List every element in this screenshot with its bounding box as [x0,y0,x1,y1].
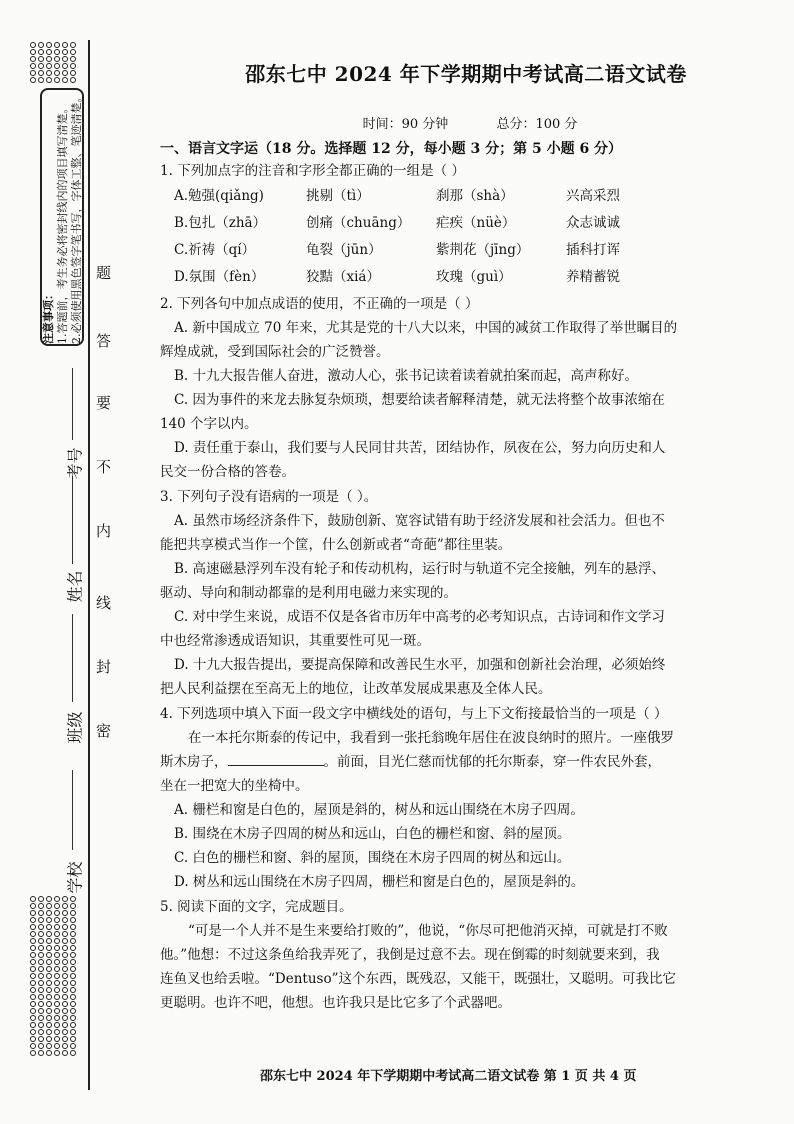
seal-char: 答 [96,332,112,350]
binding-hole [38,896,44,902]
binding-hole [38,966,44,972]
binding-hole [62,1043,68,1049]
q1-cell: 刹那（shà） [436,188,514,204]
binding-hole [62,980,68,986]
exam-meta [188,113,752,132]
binding-hole [38,1008,44,1014]
q2-option-c-cont: 140 个字以内。 [160,416,258,432]
binding-hole [30,938,36,944]
binding-hole [46,917,52,923]
binding-hole [62,959,68,965]
binding-hole [38,959,44,965]
binding-hole [38,980,44,986]
binding-hole [70,1043,76,1049]
q1-cell: D.氛围（fèn） [174,269,265,285]
q3-option-a-cont: 能把共享模式当作一个筐，什么创新或者“奇葩”都往里装。 [160,537,512,553]
binding-hole [70,987,76,993]
binding-hole [38,952,44,958]
binding-hole [62,1036,68,1042]
binding-hole [62,1008,68,1014]
binding-hole [70,77,76,83]
binding-hole [46,910,52,916]
q1-cell: 养精蓄锐 [566,269,620,285]
binding-hole [38,1022,44,1028]
binding-hole [62,966,68,972]
binding-hole [70,931,76,937]
q5-passage-line-1: “可是一个人并不是生来要给打败的”，他说，“你尽可把他消灭掉，可就是打不败 [188,923,668,939]
binding-hole [70,1036,76,1042]
binding-hole [62,973,68,979]
q2-option-d: D. 责任重于泰山，我们要与人民同甘共苦，团结协作，夙夜在公，努力向历史和人 [174,440,666,456]
binding-hole [70,1022,76,1028]
binding-hole [30,56,36,62]
binding-hole [70,1008,76,1014]
notice-line-1: 1.答题前，考生务必将密封线内的项目填写清楚。 [56,102,69,344]
seal-char: 线 [96,594,112,612]
q3-option-b-cont: 驱动、导向和制动都靠的是利用电磁力来实现的。 [160,585,457,601]
binding-hole [62,924,68,930]
binding-hole [62,1029,68,1035]
binding-hole [54,1001,60,1007]
binding-hole [70,63,76,69]
binding-hole [38,910,44,916]
q1-cell: B.包扎（zhā） [174,215,267,231]
binding-hole [62,994,68,1000]
q3-option-d: D. 十九大报告提出，要提高保障和改善民生水平，加强和创新社会治理，必须始终 [174,657,666,673]
binding-hole [54,1015,60,1021]
binding-hole [70,42,76,48]
q1-cell: 狡黠（xiá） [306,269,380,285]
exam-time: 时间：90 分钟 [362,117,449,132]
binding-hole [46,973,52,979]
binding-hole [54,903,60,909]
binding-hole [30,1001,36,1007]
binding-hole [30,924,36,930]
binding-hole [54,1022,60,1028]
binding-hole [54,938,60,944]
q1-cell: 众志诚诚 [566,215,620,231]
binding-hole [30,1036,36,1042]
binding-hole [70,896,76,902]
q1-options [160,183,752,291]
binding-hole [46,42,52,48]
binding-hole [54,896,60,902]
binding-hole [30,1008,36,1014]
binding-hole [30,63,36,69]
q3-option-a: A. 虽然市场经济条件下，鼓励创新、宽容试错有助于经济发展和社会活力。但也不 [174,513,665,529]
binding-hole [62,945,68,951]
binding-hole [62,63,68,69]
binding-hole [62,910,68,916]
q2-stem: 2. 下列各句中加点成语的使用，不正确的一项是（ ） [160,296,479,312]
binding-hole [54,1029,60,1035]
binding-hole [30,994,36,1000]
binding-hole [62,49,68,55]
seal-line-outer [88,40,90,1090]
q4-option-b: B. 围绕在木房子四周的树丛和远山，白色的栅栏和窗、斜的屋顶。 [174,826,571,842]
q4-passage-line-3: 坐在一把宽大的坐椅中。 [160,778,309,794]
binding-hole [30,903,36,909]
binding-hole [46,945,52,951]
binding-hole [46,56,52,62]
binding-hole [30,1015,36,1021]
binding-hole [70,903,76,909]
exam-score: 总分：100 分 [496,117,578,132]
binding-hole [54,70,60,76]
binding-hole [30,77,36,83]
class-field-label: 班级 [65,711,85,744]
binding-hole [62,1015,68,1021]
notice-line-2: 2.必须使用黑色签字笔书写，字体工整、笔迹清楚。 [70,91,83,344]
binding-hole [70,49,76,55]
binding-hole [38,1029,44,1035]
name-field-label: 姓名 [65,570,85,603]
binding-hole [30,966,36,972]
binding-hole [38,917,44,923]
binding-hole [38,1001,44,1007]
q1-cell: A.勉强(qiǎng) [174,188,264,204]
binding-hole [46,1001,52,1007]
school-field-line[interactable] [72,770,73,850]
q3-option-d-cont: 把人民利益摆在至高无上的地位，让改革发展成果惠及全体人民。 [160,681,552,697]
binding-hole [30,70,36,76]
binding-hole [38,56,44,62]
binding-hole [38,903,44,909]
binding-hole [38,994,44,1000]
binding-hole [46,70,52,76]
exam-no-field-label: 考号 [65,447,85,480]
binding-hole [62,938,68,944]
binding-hole [54,1008,60,1014]
seal-char: 内 [96,522,112,540]
binding-hole [38,973,44,979]
binding-hole [62,952,68,958]
binding-hole [54,42,60,48]
name-field-line[interactable] [72,476,73,564]
binding-hole [70,1050,76,1056]
q1-cell: 玫瑰（guì） [436,269,512,285]
binding-hole [46,1022,52,1028]
binding-hole [30,1050,36,1056]
q2-option-a-cont: 辉煌成就，受到国际社会的广泛赞誉。 [160,344,390,360]
q4-option-a: A. 栅栏和窗是白色的，屋顶是斜的，树丛和远山围绕在木房子四周。 [174,802,584,818]
binding-hole [30,917,36,923]
binding-hole [54,1036,60,1042]
binding-hole [70,966,76,972]
binding-hole [38,1015,44,1021]
binding-hole [62,42,68,48]
section-1-heading: 一、语言文字运（18 分。选择题 12 分，每小题 3 分；第 5 小题 6 分） [160,141,623,157]
binding-hole [70,994,76,1000]
binding-hole [46,903,52,909]
binding-hole [46,1050,52,1056]
binding-hole [62,1050,68,1056]
binding-hole [38,63,44,69]
binding-hole [38,77,44,83]
binding-hole [54,63,60,69]
binding-hole [38,931,44,937]
binding-hole [46,980,52,986]
q4-passage-line-1: 在一本托尔斯泰的传记中，我看到一张托翁晚年居住在波良纳时的照片。一座俄罗 [188,730,674,746]
binding-hole [54,49,60,55]
binding-hole [54,924,60,930]
binding-hole [46,931,52,937]
binding-hole [30,1043,36,1049]
school-field-label: 学校 [65,861,85,894]
seal-char: 要 [96,394,112,412]
seal-char: 题 [96,264,112,282]
q1-cell: 挑剔（tì） [306,188,370,204]
binding-hole [54,952,60,958]
binding-hole [54,973,60,979]
q2-option-d-cont: 民交一份合格的答卷。 [160,464,295,480]
binding-hole [30,945,36,951]
q1-cell: 紫荆花（jīng） [436,242,530,258]
binding-hole [38,42,44,48]
binding-hole [70,1001,76,1007]
q3-option-b: B. 高速磁悬浮列车没有轮子和传动机构，运行时与轨道不完全接触，列车的悬浮、 [174,561,666,577]
binding-hole [54,1043,60,1049]
binding-hole [54,56,60,62]
binding-hole [38,945,44,951]
q2-option-c: C. 因为事件的来龙去脉复杂烦琐，想要给读者解释清楚，就无法将整个故事浓缩在 [174,392,665,408]
binding-hole [46,1029,52,1035]
q3-option-c-cont: 中也经常渗透成语知识，其重要性可见一斑。 [160,633,430,649]
binding-hole [30,896,36,902]
binding-hole [54,1050,60,1056]
binding-hole [70,56,76,62]
binding-hole [30,952,36,958]
exam-no-field-line[interactable] [72,368,73,440]
binding-hole [62,1022,68,1028]
binding-hole [62,896,68,902]
binding-hole [38,1050,44,1056]
notice-title: 注意事项： [42,289,55,344]
binding-hole [46,987,52,993]
q4-option-c: C. 白色的栅栏和窗、斜的屋顶，围绕在木房子四周的树丛和远山。 [174,850,571,866]
binding-hole [70,973,76,979]
binding-hole [46,63,52,69]
binding-hole [38,938,44,944]
binding-hole [46,966,52,972]
binding-hole [46,1015,52,1021]
binding-hole [38,70,44,76]
binding-hole [30,49,36,55]
q3-stem: 3. 下列句子没有语病的一项是（ ）。 [160,489,378,505]
binding-hole [30,959,36,965]
q2-option-b: B. 十九大报告催人奋进，激动人心，张书记读着读着就拍案而起，高声称好。 [174,368,639,384]
seal-char: 封 [96,658,112,676]
binding-hole [54,77,60,83]
binding-hole [70,959,76,965]
q3-option-c: C. 对中学生来说，成语不仅是各省市历年中高考的必考知识点，古诗词和作文学习 [174,609,665,625]
binding-hole [54,931,60,937]
q1-cell: 创痛（chuāng） [306,215,411,231]
binding-hole [46,1036,52,1042]
binding-hole [30,42,36,48]
binding-hole [54,959,60,965]
binding-hole [62,931,68,937]
binding-hole [30,980,36,986]
binding-hole [70,938,76,944]
page-footer: 邵东七中 2024 年下学期期中考试高二语文试卷 第 1 页 共 4 页 [260,1069,637,1084]
q4-passage-line-2: 斯木房子， 。前面，目光仁慈而忧郁的托尔斯泰，穿一件农民外套， [160,750,752,774]
binding-hole [62,917,68,923]
notice-box [40,88,84,346]
binding-hole [46,924,52,930]
q5-passage-line-3: 连鱼叉也给丢啦。“Dentuso”这个东西，既残忍，又能干，既强壮，又聪明。可我比它 [160,971,676,987]
binding-hole [46,1043,52,1049]
binding-holes-bottom [30,896,76,1056]
binding-hole [62,77,68,83]
q2-option-a: A. 新中国成立 70 年来，尤其是党的十八大以来，中国的减贫工作取得了举世瞩目的 [174,320,678,336]
binding-hole [62,56,68,62]
binding-hole [70,952,76,958]
binding-holes-top [30,42,76,83]
q1-cell: 疟疾（nüè） [436,215,516,231]
binding-hole [38,49,44,55]
binding-hole [46,77,52,83]
binding-hole [54,980,60,986]
binding-hole [62,1001,68,1007]
binding-hole [46,49,52,55]
binding-hole [54,966,60,972]
binding-hole [62,903,68,909]
seal-char: 密 [96,722,112,740]
binding-hole [46,994,52,1000]
binding-hole [38,924,44,930]
q1-cell: 兴高采烈 [566,188,620,204]
binding-hole [62,70,68,76]
binding-hole [30,973,36,979]
binding-hole [54,945,60,951]
exam-content [160,58,752,1015]
class-field-line[interactable] [72,614,73,702]
binding-hole [54,917,60,923]
q5-passage-line-2: 他。”他想：不过这条鱼给我弄死了，我倒是过意不去。现在倒霉的时刻就要来到，我 [160,947,660,963]
binding-hole [54,987,60,993]
seal-char: 不 [96,458,112,476]
binding-hole [54,994,60,1000]
binding-hole [70,1029,76,1035]
exam-title: 邵东七中 2024 年下学期期中考试高二语文试卷 [245,62,687,86]
binding-hole [30,910,36,916]
binding-hole [30,1029,36,1035]
binding-hole [30,931,36,937]
binding-hole [46,952,52,958]
q4-stem: 4. 下列选项中填入下面一段文字中横线处的语句，与上下文衔接最恰当的一项是（ ） [160,706,668,722]
binding-hole [62,987,68,993]
q5-passage-line-4: 更聪明。也许不吧，他想。也许我只是比它多了个武器吧。 [160,995,511,1011]
binding-hole [70,980,76,986]
q1-stem: 1. 下列加点字的注音和字形全都正确的一组是（ ） [160,163,465,179]
q4-option-d: D. 树丛和远山围绕在木房子四周，栅栏和窗是白色的，屋顶是斜的。 [174,874,585,890]
q1-cell: 龟裂（jūn） [306,242,382,258]
q1-cell: C.祈祷（qí） [174,242,256,258]
binding-hole [54,910,60,916]
binding-hole [38,987,44,993]
binding-hole [46,938,52,944]
binding-hole [30,987,36,993]
binding-hole [30,1022,36,1028]
q5-stem: 5. 阅读下面的文字，完成题目。 [160,899,353,915]
binding-hole [70,910,76,916]
binding-hole [70,1015,76,1021]
binding-hole [46,959,52,965]
binding-hole [38,1043,44,1049]
binding-hole [46,1008,52,1014]
binding-hole [70,70,76,76]
binding-hole [46,896,52,902]
q1-cell: 插科打诨 [566,242,620,258]
binding-hole [70,924,76,930]
q4-fill-blank[interactable] [228,751,324,766]
binding-hole [38,1036,44,1042]
binding-hole [70,945,76,951]
binding-hole [70,917,76,923]
